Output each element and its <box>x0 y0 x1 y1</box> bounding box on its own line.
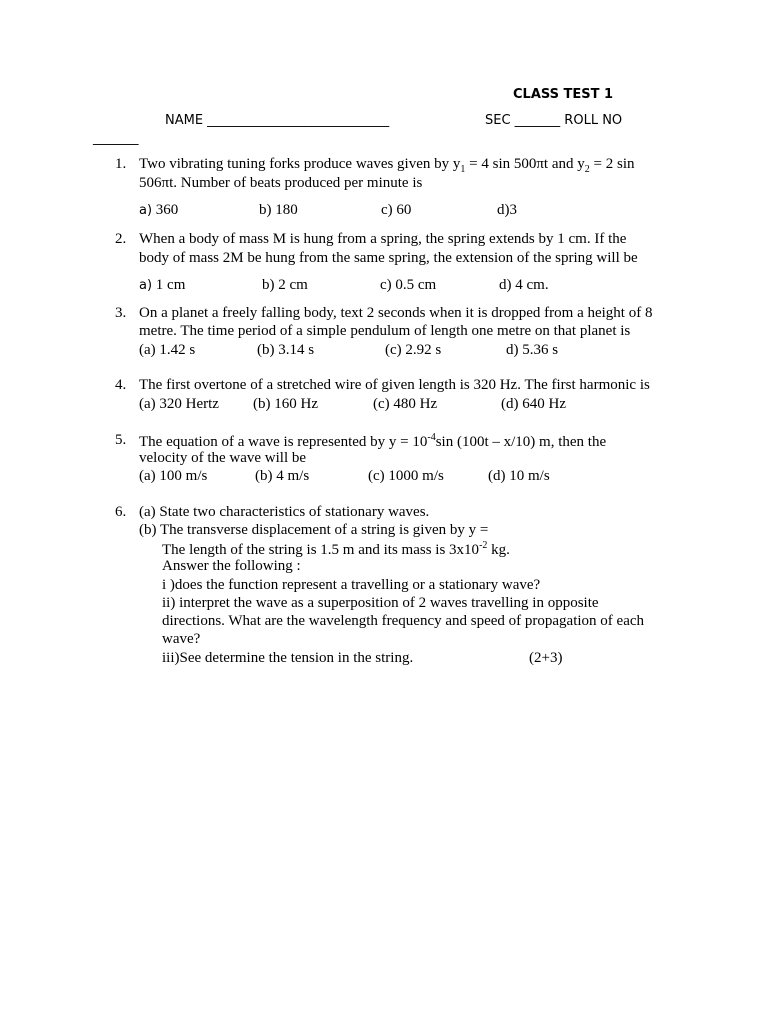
roll-number-blank: _______ <box>93 131 139 146</box>
sec-roll-field: SEC _______ ROLL NO <box>485 113 623 128</box>
option-c: (c) 2.92 s <box>385 342 442 358</box>
question-text-line <box>162 540 510 559</box>
option-c: (c) 1000 m/s <box>368 468 444 484</box>
question-number: 5. <box>115 432 127 448</box>
option-b: (b) 3.14 s <box>257 342 315 358</box>
option-b: (b) 4 m/s <box>255 468 310 484</box>
question-text-line-1: When a body of mass M is hung from a spring, the spring extends by 1 cm. If the <box>139 231 627 247</box>
question-number: 2. <box>115 231 127 247</box>
question-text-line-1 <box>139 432 606 451</box>
superscript: -2 <box>479 540 488 551</box>
subscript: 1 <box>460 164 466 175</box>
option-a <box>139 277 185 294</box>
option-d: (d) 10 m/s <box>488 468 550 484</box>
option-c: (c) 480 Hz <box>373 396 438 412</box>
question-text-line-2: metre. The time period of a simple pendulum of length one metre on that planet is <box>139 323 631 339</box>
question-text-line-2: 506πt. Number of beats produced per minute is <box>139 175 423 191</box>
option-a: (a) 100 m/s <box>139 468 208 484</box>
text-part: Two vibrating tuning forks produce waves given by y <box>139 156 461 172</box>
marks-label: (2+3) <box>529 650 563 666</box>
test-title: CLASS TEST 1 <box>513 87 614 102</box>
option-d: d)3 <box>497 202 517 218</box>
option-c: c) 60 <box>381 202 412 218</box>
question-number: 6. <box>115 504 127 520</box>
question-text-line: iii)See determine the tension in the string. <box>162 650 414 666</box>
option-prefix: a) <box>139 203 153 218</box>
text-part: = 4 sin 500πt and y <box>465 156 585 172</box>
question-number: 4. <box>115 377 127 393</box>
text-part: = 2 sin <box>589 156 635 172</box>
text-part: The length of the string is 1.5 m and its mass is 3x10 <box>162 542 480 558</box>
text-part: sin (100t – x/10) m, then the <box>435 434 607 450</box>
question-text-line-2: body of mass 2M be hung from the same spring, the extension of the spring will be <box>139 250 638 266</box>
question-part-b: (b) The transverse displacement of a string is given by y = <box>139 522 489 538</box>
question-number: 1. <box>115 156 127 172</box>
question-text-line: directions. What are the wavelength frequency and speed of propagation of each <box>162 613 645 629</box>
option-value: 360 <box>155 202 179 218</box>
subscript: 2 <box>584 164 590 175</box>
option-a: (a) 1.42 s <box>139 342 196 358</box>
question-text-line-1 <box>139 156 634 175</box>
question-text-line-2: velocity of the wave will be <box>139 450 307 466</box>
option-d: (d) 640 Hz <box>501 396 566 412</box>
question-text-line-1: On a planet a freely falling body, text 2 seconds when it is dropped from a height of 8 <box>139 305 653 321</box>
option-b: b) 180 <box>259 202 298 218</box>
question-text-line: Answer the following : <box>162 558 301 574</box>
question-text-line: ii) interpret the wave as a superposition of 2 waves travelling in opposite <box>162 595 599 611</box>
text-part: The equation of a wave is represented by y = 10 <box>139 434 428 450</box>
question-text-line-1: The first overtone of a stretched wire of given length is 320 Hz. The first harmonic is <box>139 377 650 393</box>
question-text-line: i )does the function represent a travelling or a stationary wave? <box>162 577 541 593</box>
option-a <box>139 202 178 219</box>
superscript: -4 <box>427 432 436 443</box>
option-d: d) 5.36 s <box>506 342 559 358</box>
text-part: kg. <box>487 542 510 558</box>
question-number: 3. <box>115 305 127 321</box>
option-c: c) 0.5 cm <box>380 277 437 293</box>
option-a: (a) 320 Hertz <box>139 396 219 412</box>
name-field: NAME ____________________________ <box>165 113 390 128</box>
option-b: b) 2 cm <box>262 277 308 293</box>
option-d: d) 4 cm. <box>499 277 549 293</box>
option-value: 1 cm <box>155 277 186 293</box>
option-prefix: a) <box>139 278 153 293</box>
option-b: (b) 160 Hz <box>253 396 318 412</box>
question-text-line: wave? <box>162 631 201 647</box>
question-part-a: (a) State two characteristics of stationary waves. <box>139 504 430 520</box>
